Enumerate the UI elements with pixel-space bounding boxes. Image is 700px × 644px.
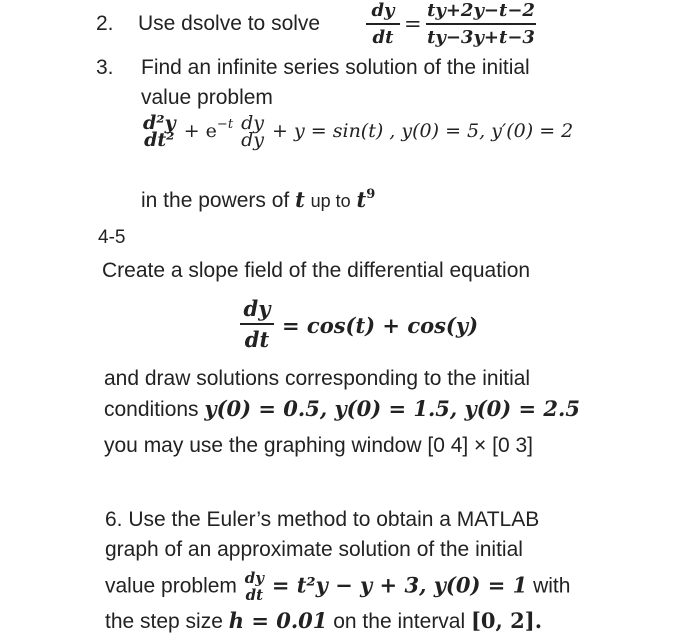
problem-45-fraction: dy dt [240, 296, 274, 352]
problem-2-lhs-fraction [366, 0, 400, 48]
ode-exp-term: + e [183, 120, 217, 142]
problem-3-number: 3. [96, 56, 114, 79]
dy-dy-fraction: dy dy [241, 112, 264, 151]
d2y-dt2-fraction: d²y dt² [143, 112, 176, 151]
fraction-bar [366, 23, 400, 25]
problem-3-line2: value problem [141, 86, 273, 109]
problem-2-text: Use dsolve to solve [138, 12, 321, 35]
problem-2-number: 2. [96, 12, 114, 35]
problem-45-line3: you may use the graphing window [0 4] × [0 3] [104, 434, 534, 457]
rhs-denominator: ty−3y+t−3 [427, 26, 535, 48]
problem-6-line2: graph of an approximate solution of the initial [105, 538, 523, 561]
problem-2-equals: = [404, 12, 422, 36]
problem-6-line3: value problem dy dt = t²y − y + 3, y(0) = 1 with [105, 569, 571, 604]
ode-exponent: −t [216, 117, 234, 132]
problem-3-line3: in the powers of t up to $t^9$ [141, 187, 376, 212]
lhs-denominator: dt [372, 26, 394, 48]
dy-dt-fraction: dy dt [244, 569, 264, 604]
section-label: 4-5 [98, 227, 126, 248]
fraction-bar [426, 23, 536, 25]
ode-rest: + y = sin(t) , y(0) = 5, y′(0) = 2 [272, 120, 574, 142]
problem-45-line2: conditions y(0) = 0.5, y(0) = 1.5, y(0) = 2.5 [104, 396, 580, 421]
problem-6-line1: 6. Use the Euler’s method to obtain a MATLAB [105, 508, 540, 531]
problem-45-line1: and draw solutions corresponding to the initial [104, 367, 531, 390]
problem-45-rhs: = cos(t) + cos(y) [282, 313, 479, 338]
problem-6-line4: the step size h = 0.01 on the interval [0, 2]. [105, 608, 543, 633]
problem-3-line1: Find an infinite series solution of the initial [141, 56, 530, 79]
problem-45-intro: Create a slope field of the differential equation [102, 259, 531, 282]
rhs-numerator: ty+2y−t−2 [427, 0, 535, 21]
lhs-numerator: dy [371, 0, 395, 21]
problem-3-ode [141, 114, 573, 174]
problem-2-rhs-fraction [426, 0, 536, 48]
